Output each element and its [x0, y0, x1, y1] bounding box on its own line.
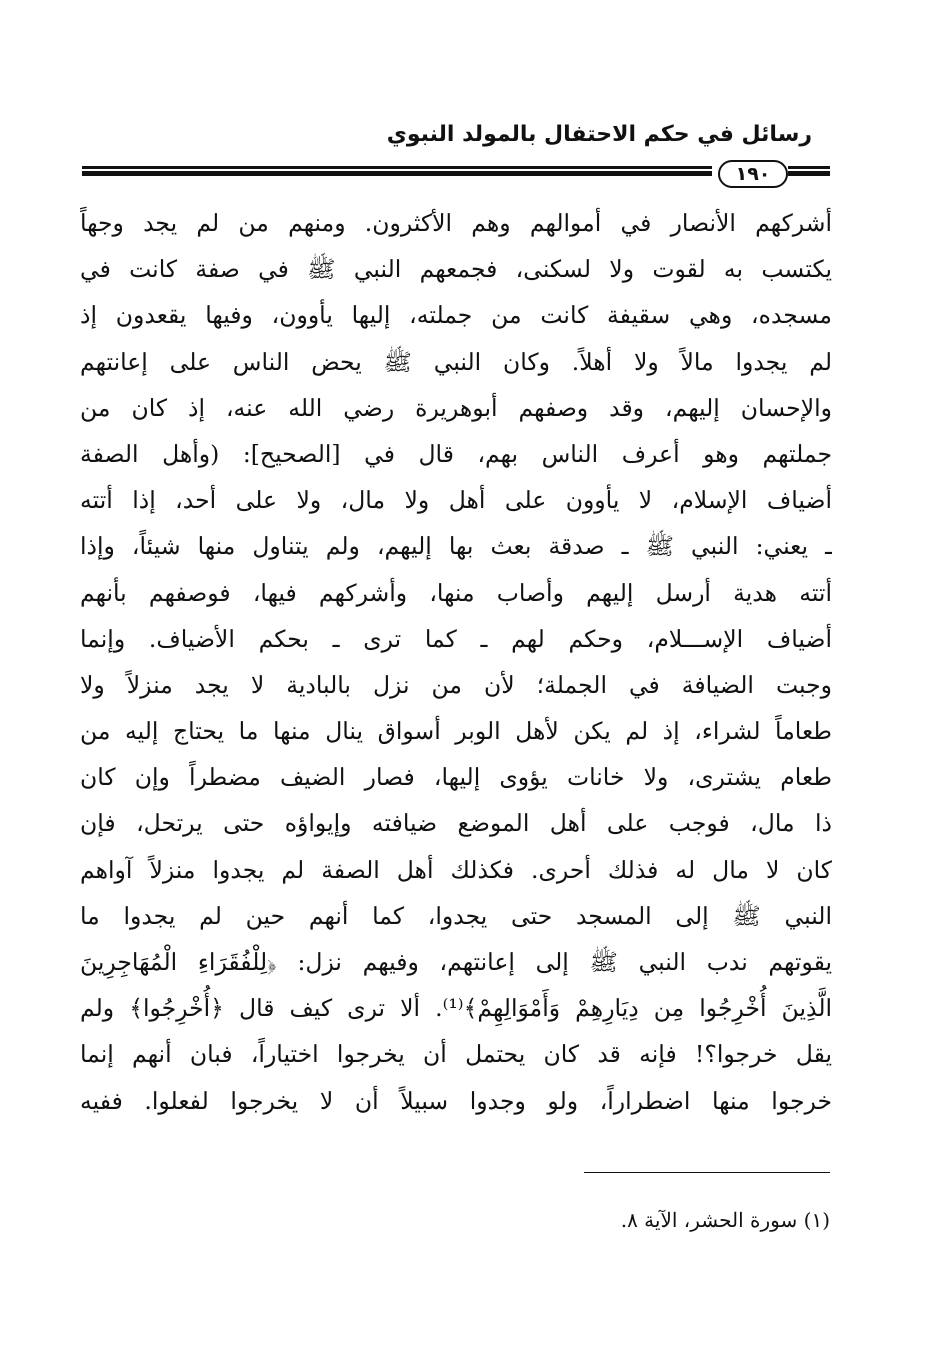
text-line: أضياف الإســـلام، وحكم لهم ـ كما ترى ـ بحكم الأضياف. وإنما: [80, 624, 832, 653]
text-line: أضياف الإسلام، لا يأوون على أهل ولا مال، ولا على أحد، إذا أتته: [80, 486, 832, 515]
header-rule-right: [788, 166, 830, 176]
text-line: جملتهم وهو أعرف الناس بهم، قال في [الصحيح]: (وأهل الصفة: [80, 439, 832, 468]
footnote-separator: [584, 1172, 830, 1173]
text-line: طعام يشترى، ولا خانات يؤوى إليها، فصار الضيف مضطراً وإن كان: [80, 763, 832, 792]
text-line: وجبت الضيافة في الجملة؛ لأن من نزل بالبادية لا يجد منزلاً ولا: [80, 670, 832, 699]
text-line: ـ يعني: النبي ﷺ ـ صدقة بعث بها إليهم، ولم يتناول منها شيئاً، وإذا: [80, 532, 832, 561]
header-rule-left: [82, 166, 712, 176]
text-line: كان لا مال له فذلك أحرى. فكذلك أهل الصفة لم يجدوا منزلاً آواهم: [80, 855, 832, 884]
footnote: (١) سورة الحشر، الآية ٨.: [620, 1208, 830, 1232]
book-title: رسائل في حكم الاحتفال بالمولد النبوي: [386, 122, 812, 147]
text-line: أتته هدية أرسل إليهم وأصاب منها، وأشركهم فيها، فوصفهم بأنهم: [80, 578, 832, 607]
text-line: أشركهم الأنصار في أموالهم وهم الأكثرون. ومنهم من لم يجد وجهاً: [80, 209, 832, 237]
body-text: [80, 200, 832, 1124]
header-rule: [82, 160, 830, 188]
text-line: الَّذِينَ أُخْرِجُوا مِن دِيَارِهِمْ وَأَمْوَالِهِمْ﴾⁽¹⁾. ألا ترى كيف قال ﴿أُخْرِجُوا﴾ ولم: [80, 994, 832, 1023]
text-line: طعاماً لشراء، إذ لم يكن لأهل الوبر أسواق ينال منها ما يحتاج إليه من: [80, 717, 832, 746]
text-line: يكتسب به لقوت ولا لسكنى، فجمعهم النبي ﷺ في صفة كانت في: [80, 255, 832, 284]
text-line: مسجده، وهي سقيفة كانت من جملته، إليها يأوون، وفيها يقعدون إذ: [80, 301, 832, 330]
text-line: النبي ﷺ إلى المسجد حتى يجدوا، كما أنهم حين لم يجدوا ما: [80, 901, 832, 930]
text-line: يقوتهم ندب النبي ﷺ إلى إعانتهم، وفيهم نزل: ﴿لِلْفُقَرَاءِ الْمُهَاجِرِينَ: [80, 948, 832, 976]
text-line: والإحسان إليهم، وقد وصفهم أبوهريرة رضي الله عنه، إذ كان من: [80, 393, 832, 422]
running-header: [70, 118, 830, 158]
page-number: ١٩٠: [718, 160, 788, 188]
text-line: ذا مال، فوجب على أهل الموضع ضيافته وإيواؤه حتى يرتحل، فإن: [80, 809, 832, 838]
text-line: لم يجدوا مالاً ولا أهلاً. وكان النبي ﷺ يحض الناس على إعانتهم: [80, 347, 832, 376]
text-line: يقل خرجوا؟! فإنه قد كان يحتمل أن يخرجوا اختياراً، فبان أنهم إنما: [80, 1040, 832, 1069]
text-line: خرجوا منها اضطراراً، ولو وجدوا سبيلاً أن لا يخرجوا لفعلوا. ففيه: [80, 1086, 832, 1115]
